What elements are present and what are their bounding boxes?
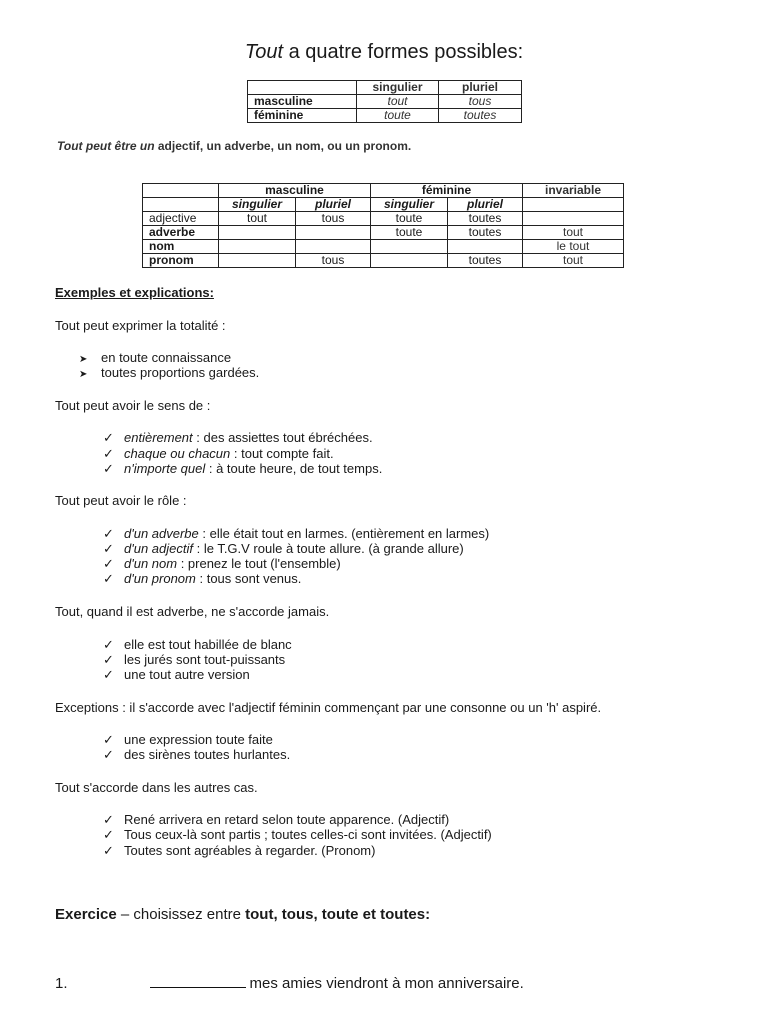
title-rest: a quatre formes possibles: <box>283 41 524 63</box>
table1-header-pluriel: pluriel <box>439 81 522 95</box>
table1-row-label: féminine <box>248 109 357 123</box>
table2-cell: toutes <box>448 212 523 226</box>
table2-cell <box>219 226 296 240</box>
arrow-bullet-icon: ➤ <box>79 369 88 380</box>
exercise-words: tout, tous, toute et toutes: <box>245 906 431 923</box>
table2-cell: tous <box>296 254 371 268</box>
table2-row-label: adverbe <box>143 226 219 240</box>
grammar-table <box>142 183 624 268</box>
section-intro: Tout peut exprimer la totalité : <box>55 318 226 333</box>
table1-cell: tout <box>357 95 439 109</box>
table2-group-feminine: féminine <box>371 184 523 198</box>
list-item: ✓ elle est tout habillée de blanc <box>103 637 292 652</box>
table2-cell: le tout <box>523 240 624 254</box>
checkmark-icon: ✓ <box>103 446 114 461</box>
table1-corner <box>248 81 357 95</box>
table2-subheader: singulier <box>371 198 448 212</box>
table2-row-label: pronom <box>143 254 219 268</box>
table2-group-invariable: invariable <box>523 184 624 198</box>
list-item: ✓ Tous ceux-là sont partis ; toutes celles-ci sont invitées. (Adjectif) <box>103 827 492 842</box>
list-item: ✓ d'un pronom : tous sont venus. <box>103 571 302 586</box>
table1-cell: tous <box>439 95 522 109</box>
examples-heading: Exemples et explications: <box>55 285 214 300</box>
question-text: mes amies viendront à mon anniversaire. <box>249 975 524 992</box>
table2-subheader-empty <box>143 198 219 212</box>
table2-cell: toutes <box>448 254 523 268</box>
section-intro: Tout s'accorde dans les autres cas. <box>55 780 258 795</box>
table2-row-label: nom <box>143 240 219 254</box>
title-italic: Tout <box>244 41 284 63</box>
table2-cell: tout <box>219 212 296 226</box>
table2-group-masculine: masculine <box>219 184 371 198</box>
table2-cell: tout <box>523 226 624 240</box>
checkmark-icon: ✓ <box>103 526 114 541</box>
checkmark-icon: ✓ <box>103 812 114 827</box>
table2-cell: toutes <box>448 226 523 240</box>
checkmark-icon: ✓ <box>103 461 114 476</box>
checkmark-icon: ✓ <box>103 652 114 667</box>
checkmark-icon: ✓ <box>103 637 114 652</box>
section-intro: Tout peut avoir le rôle : <box>55 493 187 508</box>
list-item: ✓ n'importe quel : à toute heure, de tout temps. <box>103 461 383 476</box>
answer-blank[interactable] <box>150 973 246 988</box>
section-intro: Tout, quand il est adverbe, ne s'accorde jamais. <box>55 604 330 619</box>
exercise-instruction: – choisissez entre <box>116 906 246 923</box>
question-item <box>55 973 524 992</box>
list-item: ✓ une expression toute faite <box>103 732 273 747</box>
table2-cell: tout <box>523 254 624 268</box>
table2-cell <box>296 240 371 254</box>
page-title <box>0 41 768 64</box>
list-item: ✓ René arrivera en retard selon toute apparence. (Adjectif) <box>103 812 450 827</box>
list-item: ➤ toutes proportions gardées. <box>79 365 260 380</box>
table2-cell: toute <box>371 226 448 240</box>
table2-cell <box>296 226 371 240</box>
list-item: ✓ entièrement : des assiettes tout ébréchées. <box>103 430 373 445</box>
list-item: ✓ chaque ou chacun : tout compte fait. <box>103 446 334 461</box>
section-intro: Exceptions : il s'accorde avec l'adjectif féminin commençant par une consonne ou un 'h' aspiré. <box>55 700 602 715</box>
table2-cell <box>523 212 624 226</box>
table2-cell <box>219 254 296 268</box>
table2-subheader: pluriel <box>448 198 523 212</box>
table2-cell <box>371 240 448 254</box>
checkmark-icon: ✓ <box>103 667 114 682</box>
table2-cell: toute <box>371 212 448 226</box>
table1-header-singulier: singulier <box>357 81 439 95</box>
list-item: ✓ les jurés sont tout-puissants <box>103 652 286 667</box>
table2-cell <box>371 254 448 268</box>
question-number: 1. <box>55 975 68 992</box>
intro-text <box>57 139 411 153</box>
table2-cell <box>448 240 523 254</box>
arrow-bullet-icon: ➤ <box>79 354 88 365</box>
list-item: ✓ d'un adverbe : elle était tout en larmes. (entièrement en larmes) <box>103 526 490 541</box>
intro-rest: adjectif, un adverbe, un nom, ou un pronom. <box>154 139 412 153</box>
list-item: ✓ des sirènes toutes hurlantes. <box>103 747 291 762</box>
exercise-label: Exercice <box>55 906 117 923</box>
checkmark-icon: ✓ <box>103 843 114 858</box>
table2-row-label: adjective <box>143 212 219 226</box>
table2-cell <box>219 240 296 254</box>
checkmark-icon: ✓ <box>103 556 114 571</box>
intro-italic: Tout peut être un <box>57 139 155 153</box>
table2-corner <box>143 184 219 198</box>
list-item: ✓ une tout autre version <box>103 667 250 682</box>
list-item: ➤ en toute connaissance <box>79 350 232 365</box>
checkmark-icon: ✓ <box>103 541 114 556</box>
table1-row-label: masculine <box>248 95 357 109</box>
table2-cell: tous <box>296 212 371 226</box>
list-item: ✓ d'un nom : prenez le tout (l'ensemble) <box>103 556 341 571</box>
checkmark-icon: ✓ <box>103 732 114 747</box>
list-item: ✓ d'un adjectif : le T.G.V roule à toute allure. (à grande allure) <box>103 541 464 556</box>
checkmark-icon: ✓ <box>103 571 114 586</box>
table1-cell: toutes <box>439 109 522 123</box>
list-item: ✓ Toutes sont agréables à regarder. (Pronom) <box>103 843 376 858</box>
checkmark-icon: ✓ <box>103 747 114 762</box>
checkmark-icon: ✓ <box>103 827 114 842</box>
section-intro: Tout peut avoir le sens de : <box>55 398 211 413</box>
table2-subheader-empty <box>523 198 624 212</box>
table2-subheader: pluriel <box>296 198 371 212</box>
table1-cell: toute <box>357 109 439 123</box>
table2-subheader: singulier <box>219 198 296 212</box>
checkmark-icon: ✓ <box>103 430 114 445</box>
exercise-heading <box>55 906 430 923</box>
forms-table <box>247 80 522 123</box>
